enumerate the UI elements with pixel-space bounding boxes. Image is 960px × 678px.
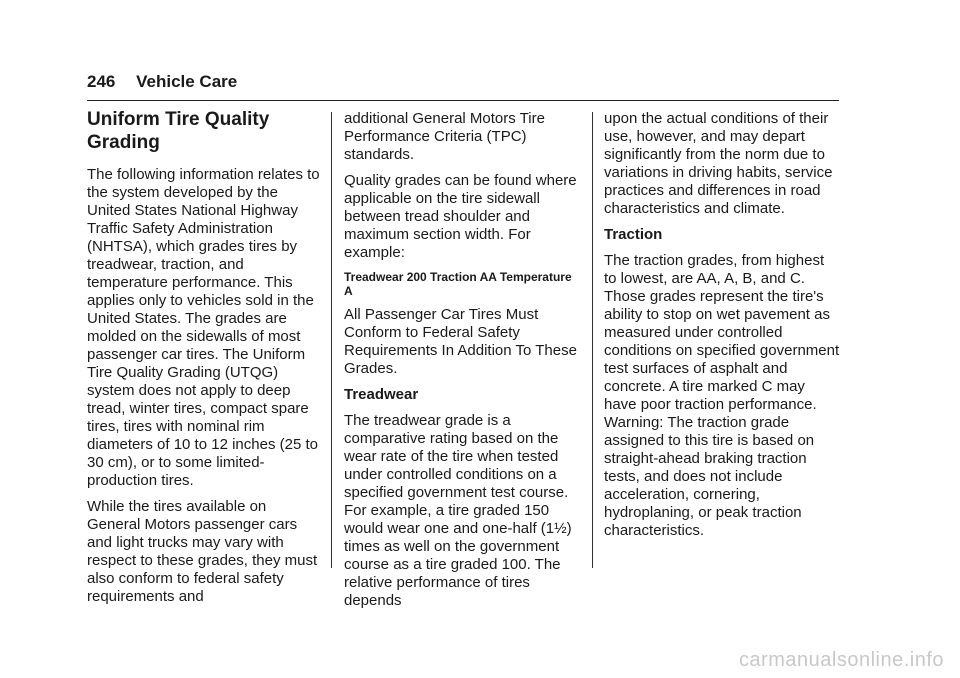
column-divider <box>592 112 593 568</box>
paragraph: Quality grades can be found where applicable on the tire sidewall between tread shoulder and maximum section width. For example: <box>344 172 577 261</box>
paragraph: The treadwear grade is a comparative rating based on the wear rate of the tire when tested under controlled conditions on a specified government test course. For example, a tire graded 150 would wear one and one-half (1½) times as well on the government course as a tire graded 100. The relative performance of tires depends <box>344 412 572 609</box>
paragraph: All Passenger Car Tires Must Conform to Federal Safety Requirements In Addition To These Grades. <box>344 306 577 377</box>
page-header <box>87 72 237 92</box>
column-1 <box>87 108 322 614</box>
watermark: carmanualsonline.info <box>738 649 944 671</box>
subheading-treadwear: Treadwear <box>344 386 419 403</box>
paragraph: The traction grades, from highest to lowest, are AA, A, B, and C. Those grades represent the tire's ability to stop on wet pavement as measured under controlled conditions on specified government test surfaces of asphalt and concrete. A tire marked C may have poor traction performance. Warning: The traction grade assigned to this tire is based on straight-ahead braking traction tests, and does not include acceleration, cornering, hydroplaning, or peak traction characteristics. <box>604 252 840 539</box>
example-grade-label: Treadwear 200 Traction AA Temperature A <box>344 270 572 298</box>
header-rule <box>87 100 839 101</box>
chapter-title: Vehicle Care <box>136 72 238 91</box>
column-divider <box>331 112 332 568</box>
section-heading: Uniform Tire Quality Grading <box>87 109 270 153</box>
paragraph: While the tires available on General Motors passenger cars and light trucks may vary with respect to these grades, they must also conform to federal safety requirements and <box>87 498 318 605</box>
column-3 <box>604 110 840 548</box>
column-2 <box>344 110 580 618</box>
subheading-traction: Traction <box>604 226 663 243</box>
page-number: 246 <box>87 72 116 91</box>
paragraph: upon the actual conditions of their use, however, and may depart significantly from the norm due to variations in driving habits, service practices and differences in road characteristics and climate. <box>604 110 833 217</box>
paragraph: The following information relates to the system developed by the United States National Highway Traffic Safety Administration (NHTSA), which grades tires by treadwear, traction, and temperature performance. This applies only to vehicles sold in the United States. The grades are molded on the sidewalls of most passenger car tires. The Uniform Tire Quality Grading (UTQG) system does not apply to deep tread, winter tires, compact spare tires, tires with nominal rim diameters of 10 to 12 inches (25 to 30 cm), or to some limited-production tires. <box>87 166 320 489</box>
paragraph: additional General Motors Tire Performance Criteria (TPC) standards. <box>344 110 545 163</box>
